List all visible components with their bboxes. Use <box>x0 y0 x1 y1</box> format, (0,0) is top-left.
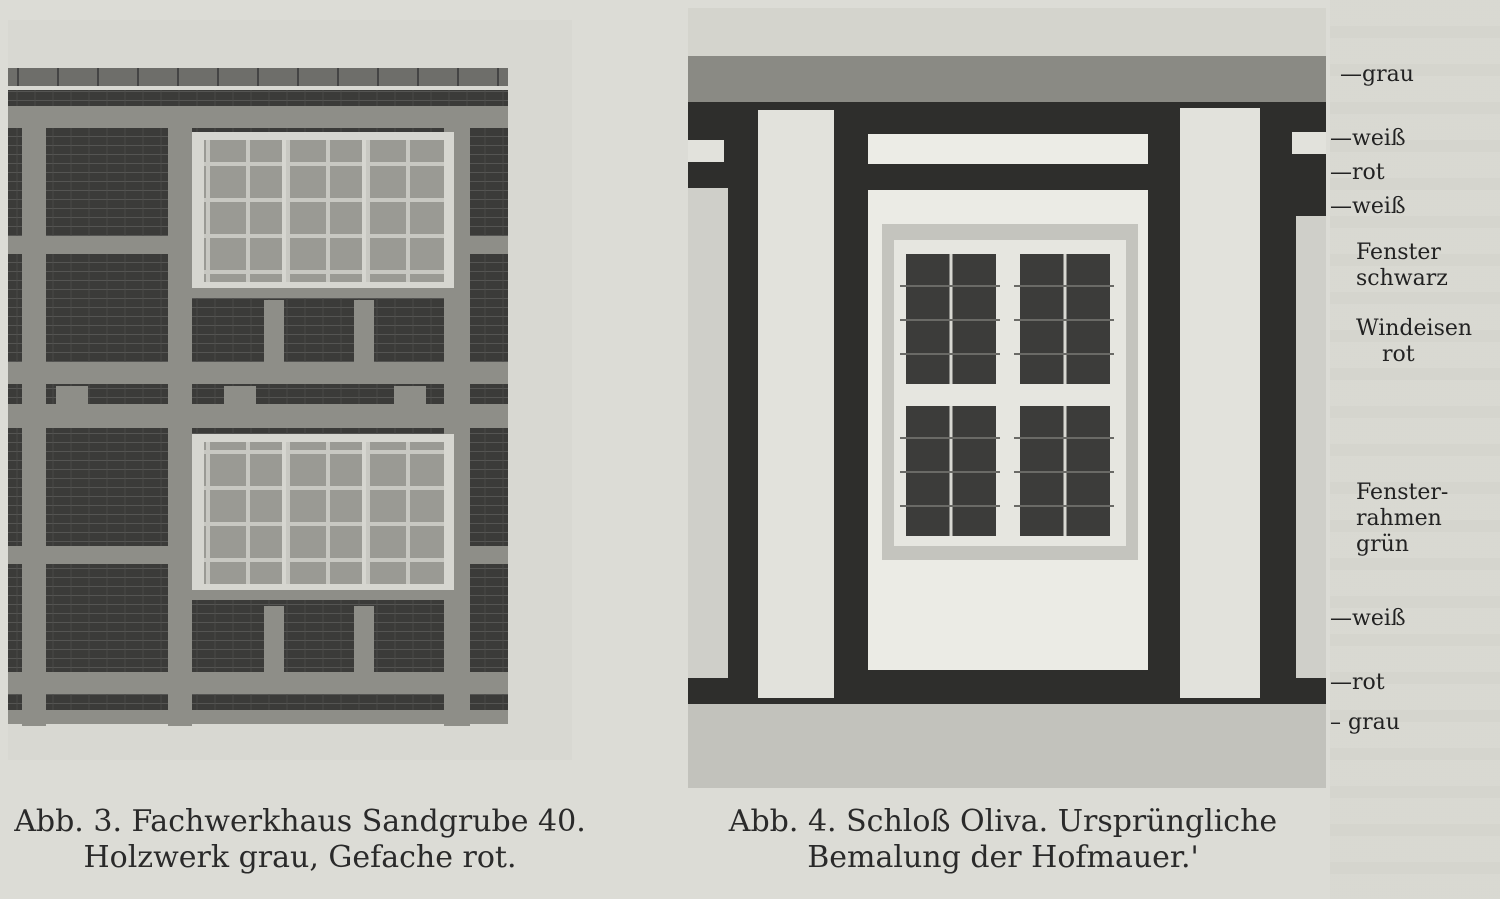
legend-fenster-line2: schwarz <box>1356 266 1448 291</box>
figure-3-fachwerkhaus <box>8 20 572 760</box>
legend-weiss-2: —weiß <box>1330 194 1406 219</box>
legend-weiss-3: —weiß <box>1330 606 1406 631</box>
white-pilaster-right <box>1180 108 1260 698</box>
caption-4-line-1: Abb. 4. Schloß Oliva. Ursprüngliche <box>728 804 1278 839</box>
legend-grau-bottom: – grau <box>1330 710 1400 735</box>
lower-window <box>188 434 458 600</box>
legend-grau-top: —grau <box>1340 62 1414 87</box>
legend-rot-1: —rot <box>1330 160 1385 185</box>
grey-band-top <box>688 56 1326 102</box>
caption-figure-3 <box>0 804 600 876</box>
white-pilaster-left <box>758 110 834 698</box>
hofmauer-drawing <box>688 8 1326 788</box>
caption-3-line-1: Abb. 3. Fachwerkhaus Sandgrube 40. <box>14 804 586 839</box>
upper-window <box>188 132 458 298</box>
white-lintel <box>868 134 1148 164</box>
fachwerkhaus-drawing <box>8 20 572 760</box>
legend-rahmen-line1: Fenster- <box>1356 480 1449 505</box>
caption-3-line-2: Holzwerk grau, Gefache rot. <box>83 840 517 875</box>
caption-figure-4 <box>676 804 1330 876</box>
figure-4-schloss-oliva <box>688 8 1326 788</box>
legend-fenster-line1: Fenster <box>1356 240 1441 265</box>
legend-rot-2: —rot <box>1330 670 1385 695</box>
caption-4-line-2: Bemalung der Hofmauer.' <box>807 840 1199 875</box>
legend-weiss-1: —weiß <box>1330 126 1406 151</box>
legend-windeisen-line1: Windeisen <box>1356 316 1473 341</box>
grey-band-bottom <box>688 704 1326 788</box>
legend-rahmen-line3: grün <box>1356 532 1409 557</box>
legend-windeisen-line2: rot <box>1382 342 1415 367</box>
legend-rahmen-line2: rahmen <box>1356 506 1442 531</box>
